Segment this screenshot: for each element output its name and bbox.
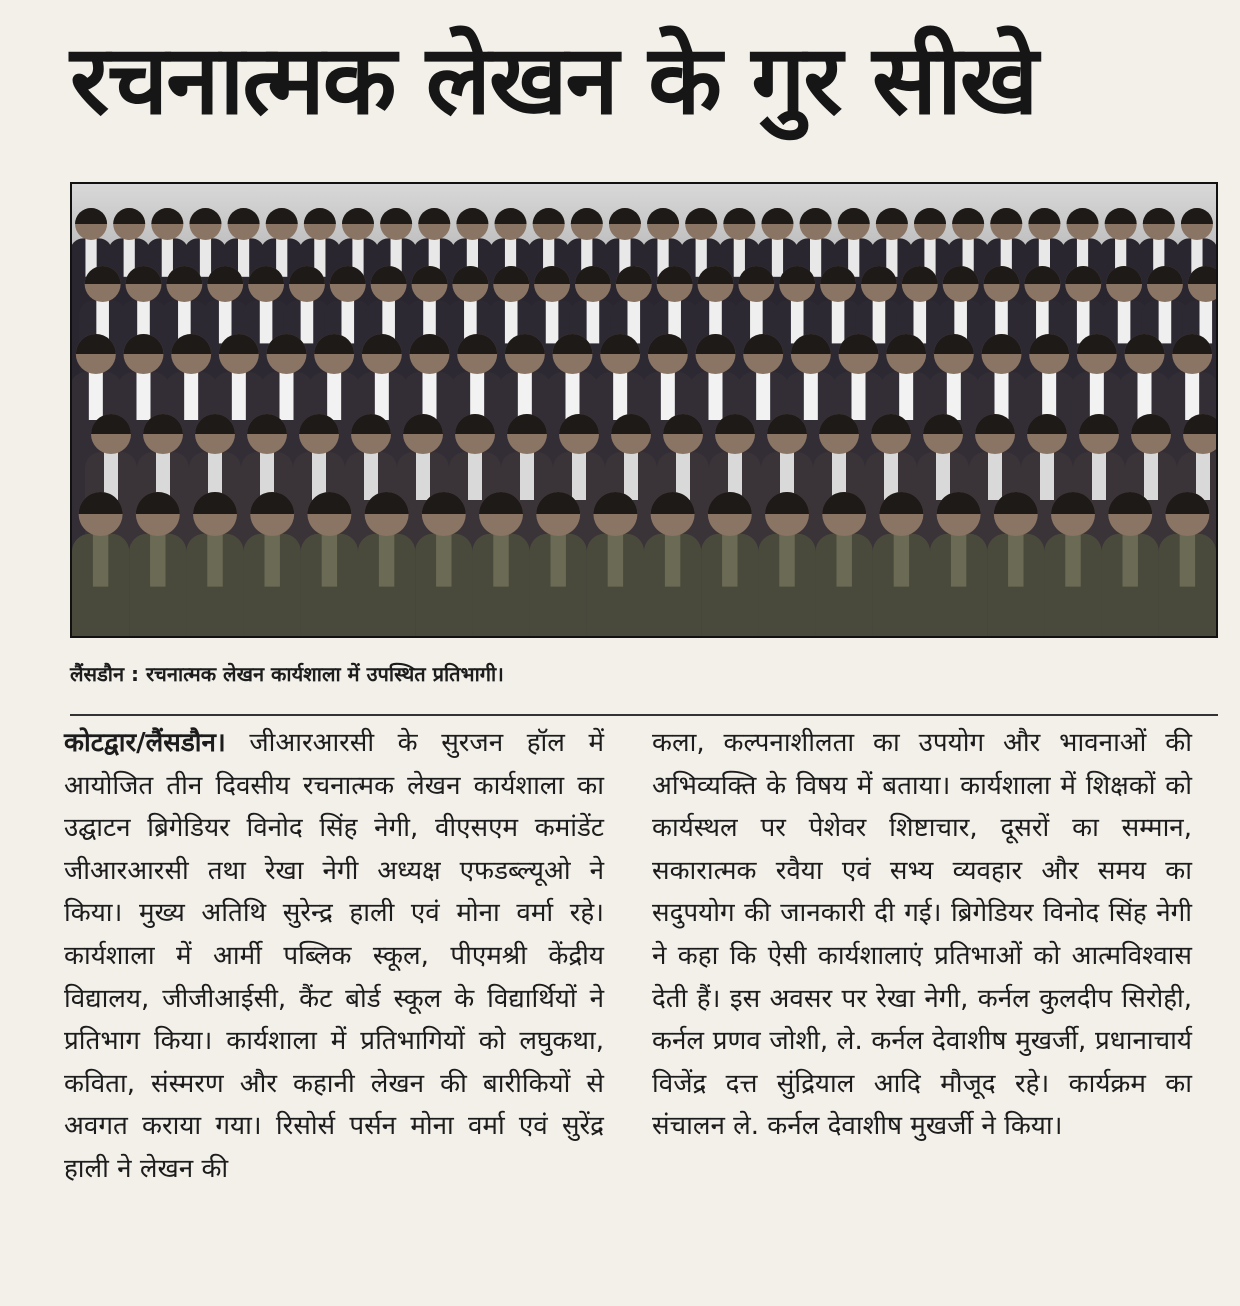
article-body-part-1: जीआरआरसी के सुरजन हॉल में आयोजित तीन दिवसीय रचनात्मक लेखन कार्यशाला का उद्घाटन ब्रिगेडियर विनोद सिंह नेगी, वीएसएम कमांडेंट जीआरआरसी तथा रेखा नेगी अध्यक्ष एफडब्ल्यूओ ने किया। मुख्य अतिथि सुरेन्द्र हाली एवं मोना वर्मा रहे। कार्यशाला में आर्मी पब्लिक स्कूल, पीएमश्री केंद्रीय विद्यालय, जीजीआईसी, कैंट बोर्ड स्कूल के विद्यार्थियों ने प्रतिभाग किया। कार्यशाला में प्रतिभागियों को लघुकथा, कविता, संस्मरण और कहानी लेखन की बारीकियों से अवगत कराया गया। रिसोर्स पर्सन मोना वर्मा एवं सुरेंद्र हाली ने लेखन की [64, 728, 604, 1184]
group-photo-illustration [72, 184, 1216, 636]
column-divider-rule [70, 714, 1218, 716]
photo-caption: लैंसडौन : रचनात्मक लेखन कार्यशाला में उपस्थित प्रतिभागी। [70, 662, 504, 686]
dateline: कोटद्वार/लैंसडौन। [64, 728, 226, 758]
group-photo [70, 182, 1218, 638]
article-column-2 [652, 722, 1192, 1148]
article-column-1 [64, 722, 604, 1191]
article-body-part-2: कला, कल्पनाशीलता का उपयोग और भावनाओं की अभिव्यक्ति के विषय में बताया। कार्यशाला में शिक्षकों को कार्यस्थल पर पेशेवर शिष्टाचार, दूसरों का सम्मान, सकारात्मक रवैया एवं सभ्य व्यवहार और समय का सदुपयोग की जानकारी दी गई। ब्रिगेडियर विनोद सिंह नेगी ने कहा कि ऐसी कार्यशालाएं प्रतिभाओं को आत्मविश्वास देती हैं। इस अवसर पर रेखा नेगी, कर्नल कुलदीप सिरोही, कर्नल प्रणव जोशी, ले. कर्नल देवाशीष मुखर्जी, प्रधानाचार्य विजेंद्र दत्त सुंद्रियाल आदि मौजूद रहे। कार्यक्रम का संचालन ले. कर्नल देवाशीष मुखर्जी ने किया। [652, 728, 1192, 1142]
headline: रचनात्मक लेखन के गुर सीखे [70, 24, 1037, 136]
